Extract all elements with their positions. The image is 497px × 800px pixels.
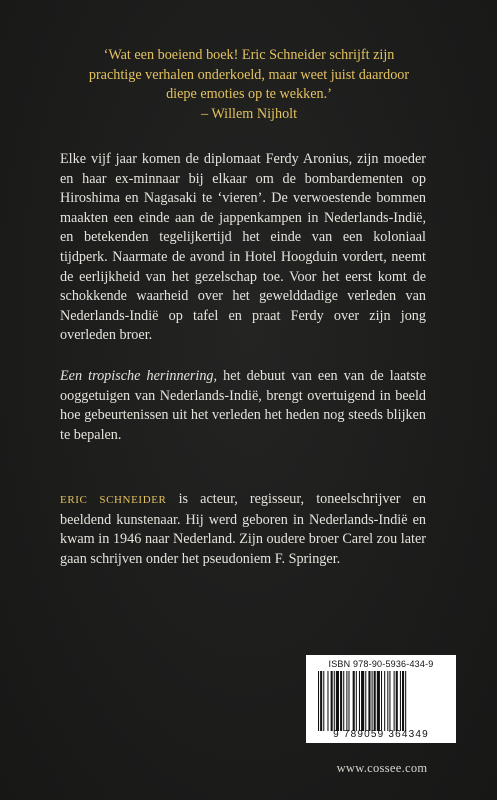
blurb-text-2-rest: , het debuut van een van de laatste ooggetuigen van Nederlands-Indië, brengt overtuigend in beeld hoe gebeurtenissen uit het verleden het heden nog steeds blijken te bepalen. — [60, 368, 427, 443]
author-name: ERIC SCHNEIDER — [60, 494, 167, 506]
quote-attribution: – Willem Nijholt — [200, 105, 298, 122]
author-bio-text — [60, 490, 426, 569]
review-quote — [76, 46, 422, 124]
publisher-website: www.cossee.com — [336, 761, 428, 775]
barcode-icon — [316, 671, 446, 731]
blurb-text-1: Elke vijf jaar komen de diplomaat Ferdy Aronius, zijn moeder en haar ex-minnaar bij elkaar om de bombardementen op Hiroshima en Nagasaki te ‘vieren’. De verwoestende bommen maakten een einde aan de jappenkampen in Nederlands-Indië, en betekenden tegelijkertijd het einde van een koloniaal tijdperk. Naarmate de avond in Hotel Hoogduin vordert, neemt de eerlijkheid van het gezelschap toe. Voor het eerst komt de schokkende waarheid over het gewelddadige verleden van Nederlands-Indië op tafel en praat Ferdy over zijn jong overleden broer. — [60, 151, 426, 344]
ean-digits: 9 789059 364349 — [333, 729, 429, 740]
book-title: Een tropische herinnering — [60, 368, 214, 384]
blurb-paragraph-2 — [60, 367, 426, 445]
blurb-paragraph-1 — [60, 150, 426, 346]
author-bio-rest: is acteur, regisseur, toneelschrijver en beeldend kunstenaar. Hij werd geboren in Nederlands-Indië en kwam in 1946 naar Nederland. Zijn oudere broer Carel zou later gaan schrijven onder het pseudoniem F. Springer. — [60, 491, 426, 567]
isbn-label: ISBN 978-90-5936-434-9 — [328, 659, 434, 669]
blurb-text-2 — [60, 367, 426, 445]
author-bio — [60, 490, 426, 569]
quote-text: ‘Wat een boeiend boek! Eric Schneider schrijft zijn prachtige verhalen onderkoeld, maar weet juist daardoor diepe emoties op te wekken.’ — [88, 47, 410, 103]
barcode-box — [306, 655, 456, 743]
